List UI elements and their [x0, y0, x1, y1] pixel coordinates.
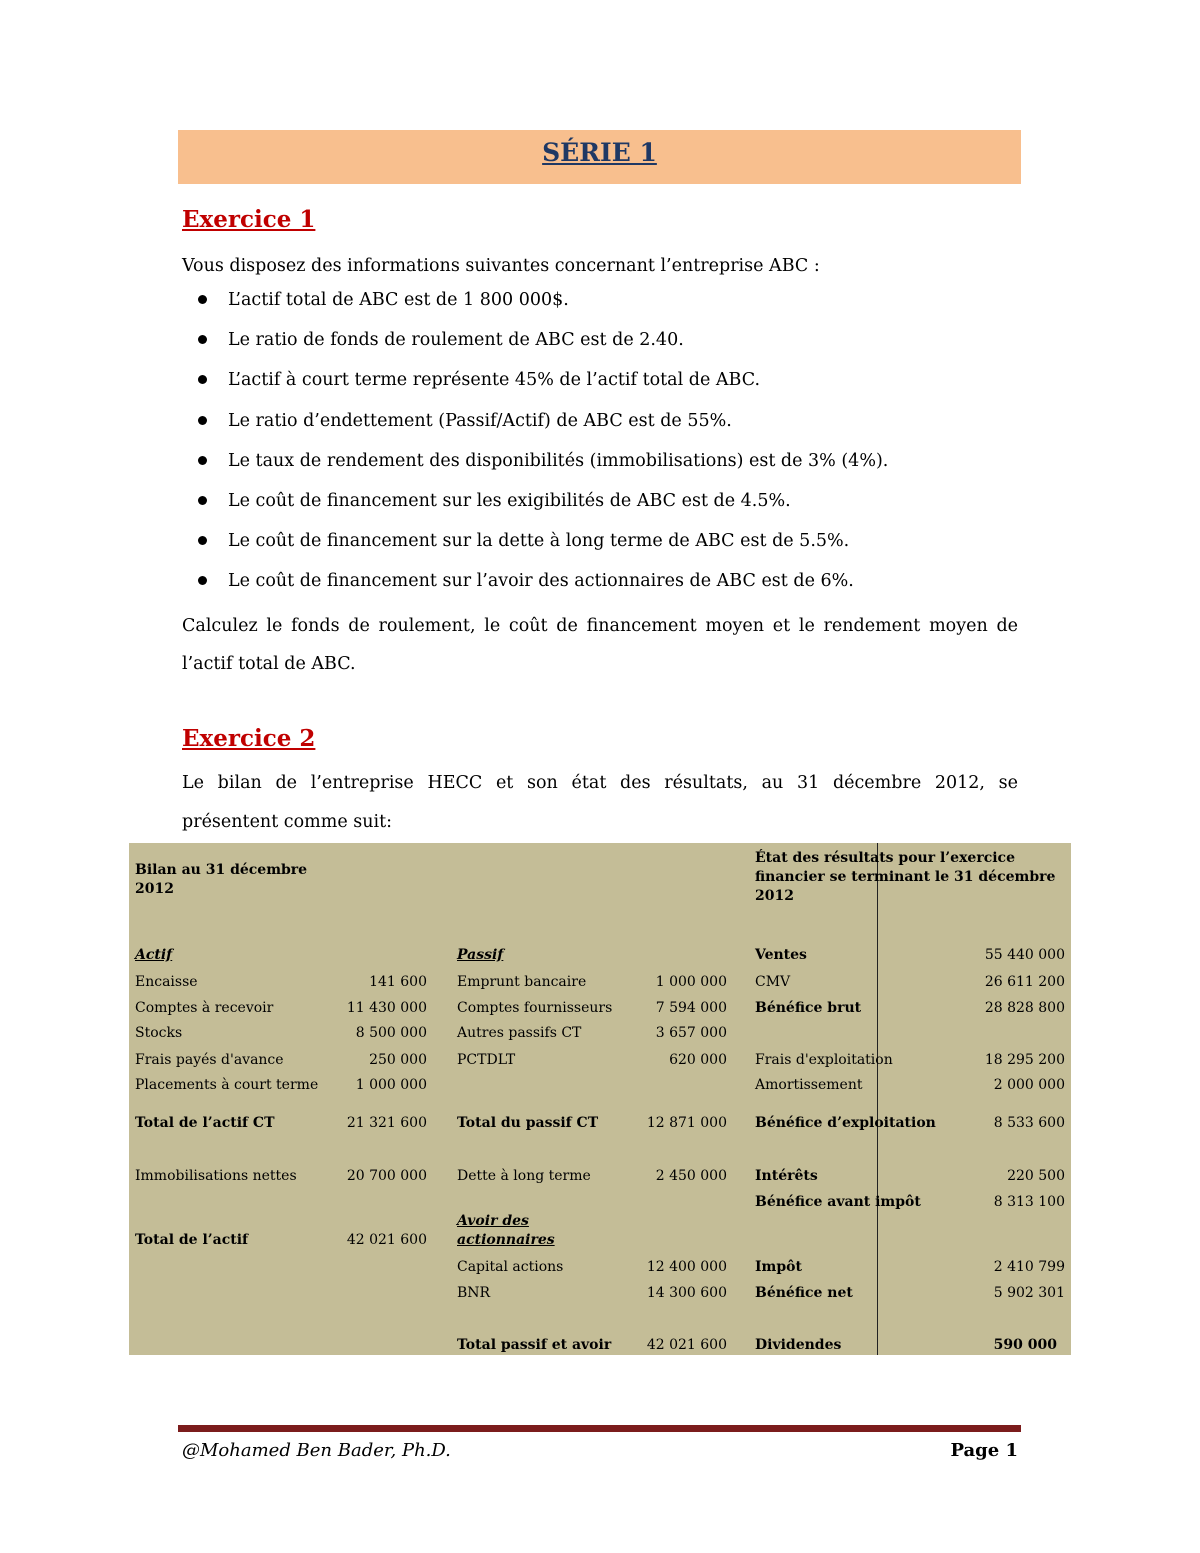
series-title-bar	[178, 130, 1021, 184]
footer-page-number: Page 1	[950, 1440, 1018, 1461]
actif-row-label: Frais payés d'avance	[135, 1052, 284, 1068]
passif-row-label: Emprunt bancaire	[457, 974, 587, 990]
resultat-value: 8 313 100	[993, 1194, 1065, 1210]
bnr-label: BNR	[457, 1285, 491, 1301]
exercise-2-intro-line-2: présentent comme suit:	[182, 812, 393, 832]
resultat-label: Bénéfice avant impôt	[755, 1194, 921, 1210]
actif-row-value: 141 600	[369, 974, 427, 990]
exercise-2-title: Exercice 2	[182, 725, 316, 752]
bullet-dot-icon	[198, 536, 207, 545]
passif-row-value: 3 657 000	[655, 1025, 727, 1041]
actif-total-value: 42 021 600	[346, 1232, 427, 1248]
bullet-dot-icon	[198, 295, 207, 304]
exercise-1-intro: Vous disposez des informations suivantes concernant l’entreprise ABC :	[182, 256, 820, 276]
avoir-actionnaires-heading: Avoir des actionnaires	[457, 1213, 555, 1248]
exercise-1-bullet-list	[182, 290, 1018, 612]
bullet-item: Le ratio de fonds de roulement de ABC est de 2.40.	[182, 330, 1018, 370]
actif-row-value: 1 000 000	[355, 1077, 427, 1093]
financial-statements-table	[129, 843, 1071, 1355]
actif-row-label: Stocks	[135, 1025, 183, 1041]
resultat-label: Bénéfice brut	[755, 1000, 862, 1016]
capital-actions-value: 12 400 000	[646, 1259, 727, 1275]
bullet-dot-icon	[198, 416, 207, 425]
actif-row-label: Comptes à recevoir	[135, 1000, 274, 1016]
etat-resultats-title: État des résultats pour l’exercice financier se terminant le 31 décembre 2012	[755, 850, 1056, 904]
resultat-value: 28 828 800	[984, 1000, 1065, 1016]
immobilisations-label: Immobilisations nettes	[135, 1168, 297, 1184]
actif-row-label: Placements à court terme	[135, 1077, 319, 1093]
actif-total-ct-value: 21 321 600	[346, 1115, 427, 1131]
exercise-2-intro-line-1: Le bilan de l’entreprise HECC et son état des résultats, au 31 décembre 2012, se	[182, 773, 1018, 793]
column-divider	[877, 843, 878, 1355]
resultat-value: 590 000	[993, 1337, 1057, 1353]
actif-total-label: Total de l’actif	[135, 1232, 249, 1248]
bullet-dot-icon	[198, 456, 207, 465]
passif-total-ct-label: Total du passif CT	[457, 1115, 599, 1131]
resultat-label: Bénéfice net	[755, 1285, 853, 1301]
actif-row-value: 11 430 000	[346, 1000, 427, 1016]
resultat-value: 220 500	[1007, 1168, 1065, 1184]
passif-total-value: 42 021 600	[646, 1337, 727, 1353]
bullet-dot-icon	[198, 576, 207, 585]
resultat-label: Amortissement	[755, 1077, 863, 1093]
resultat-label: Intérêts	[755, 1168, 818, 1184]
resultat-value: 26 611 200	[984, 974, 1065, 990]
resultat-value: 55 440 000	[984, 947, 1065, 963]
resultat-label: Dividendes	[755, 1337, 842, 1353]
exercise-1-title: Exercice 1	[182, 206, 316, 233]
passif-row-value: 7 594 000	[655, 1000, 727, 1016]
bullet-item: L’actif à court terme représente 45% de l’actif total de ABC.	[182, 370, 1018, 410]
passif-row-label: Comptes fournisseurs	[457, 1000, 613, 1016]
bilan-title: Bilan au 31 décembre 2012	[135, 862, 308, 897]
bullet-item: Le taux de rendement des disponibilités (immobilisations) est de 3% (4%).	[182, 451, 1018, 491]
resultat-label: Impôt	[755, 1259, 802, 1275]
actif-row-value: 250 000	[369, 1052, 427, 1068]
bullet-dot-icon	[198, 335, 207, 344]
actif-row-label: Encaisse	[135, 974, 198, 990]
capital-actions-label: Capital actions	[457, 1259, 564, 1275]
resultat-value: 2 410 799	[993, 1259, 1065, 1275]
dette-long-terme-label: Dette à long terme	[457, 1168, 591, 1184]
bullet-item: Le coût de financement sur l’avoir des actionnaires de ABC est de 6%.	[182, 571, 1018, 611]
passif-heading: Passif	[457, 947, 504, 963]
resultat-value: 5 902 301	[993, 1285, 1065, 1301]
passif-row-value: 1 000 000	[655, 974, 727, 990]
bnr-value: 14 300 600	[646, 1285, 727, 1301]
bullet-item: Le ratio d’endettement (Passif/Actif) de ABC est de 55%.	[182, 411, 1018, 451]
series-title: SÉRIE 1	[542, 138, 657, 167]
exercise-1-question-line-2: l’actif total de ABC.	[182, 654, 356, 674]
bullet-dot-icon	[198, 375, 207, 384]
exercise-1-question-line-1: Calculez le fonds de roulement, le coût de financement moyen et le rendement moyen de	[182, 616, 1018, 636]
footer-author: @Mohamed Ben Bader, Ph.D.	[182, 1440, 451, 1461]
resultat-label: Frais d'exploitation	[755, 1052, 893, 1068]
passif-row-value: 620 000	[669, 1052, 727, 1068]
bullet-dot-icon	[198, 496, 207, 505]
passif-row-label: Autres passifs CT	[457, 1025, 582, 1041]
resultat-label: Ventes	[755, 947, 807, 963]
actif-row-value: 8 500 000	[355, 1025, 427, 1041]
resultat-value: 8 533 600	[993, 1115, 1065, 1131]
resultat-label: Bénéfice d’exploitation	[755, 1115, 936, 1131]
bullet-item: Le coût de financement sur les exigibilités de ABC est de 4.5%.	[182, 491, 1018, 531]
passif-total-ct-value: 12 871 000	[646, 1115, 727, 1131]
immobilisations-value: 20 700 000	[346, 1168, 427, 1184]
resultat-label: CMV	[755, 974, 791, 990]
passif-total-label: Total passif et avoir	[457, 1337, 612, 1353]
actif-total-ct-label: Total de l’actif CT	[135, 1115, 275, 1131]
bullet-item: L’actif total de ABC est de 1 800 000$.	[182, 290, 1018, 330]
actif-heading: Actif	[135, 947, 173, 963]
resultat-value: 18 295 200	[984, 1052, 1065, 1068]
passif-row-label: PCTDLT	[457, 1052, 516, 1068]
resultat-value: 2 000 000	[993, 1077, 1065, 1093]
footer-rule	[178, 1425, 1021, 1432]
bullet-item: Le coût de financement sur la dette à long terme de ABC est de 5.5%.	[182, 531, 1018, 571]
dette-long-terme-value: 2 450 000	[655, 1168, 727, 1184]
